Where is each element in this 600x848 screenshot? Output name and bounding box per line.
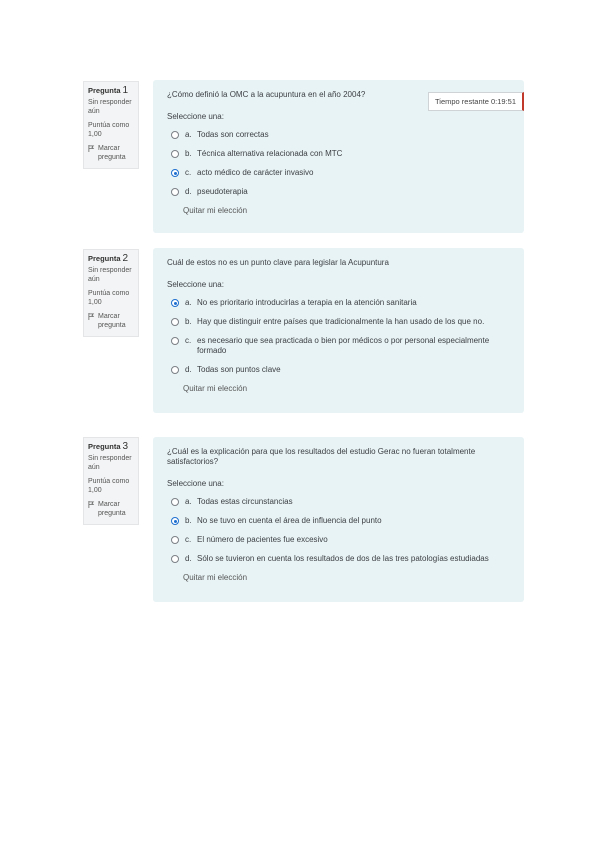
radio-button[interactable] (171, 536, 179, 544)
question-info-3 (83, 437, 139, 525)
option-letter: a. (185, 130, 192, 139)
question-text: Cuál de estos no es un punto clave para legislar la Acupuntura (167, 258, 389, 267)
answer-option-c[interactable] (167, 535, 512, 545)
radio-button-selected[interactable] (171, 299, 179, 307)
radio-button[interactable] (171, 318, 179, 326)
question-score: Puntúa como 1,00 (88, 122, 130, 138)
question-text: ¿Cómo definió la OMC a la acupuntura en el año 2004? (167, 90, 366, 99)
answer-option-a[interactable] (167, 298, 512, 308)
option-text: Todas son correctas (197, 130, 269, 139)
question-title (88, 254, 134, 263)
option-text: Hay que distinguir entre países que tradicionalmente la han usado de los que no. (197, 317, 485, 326)
option-letter: c. (185, 535, 192, 544)
radio-button[interactable] (171, 555, 179, 563)
flag-question-link[interactable] (88, 144, 134, 162)
option-text: Técnica alternativa relacionada con MTC (197, 149, 343, 158)
answer-option-c[interactable] (167, 168, 512, 178)
option-letter: d. (185, 187, 192, 196)
option-letter: c. (185, 168, 192, 177)
option-text: Todas son puntos clave (197, 365, 281, 374)
answer-option-a[interactable] (167, 497, 512, 507)
radio-button-selected[interactable] (171, 169, 179, 177)
answer-option-d[interactable] (167, 554, 512, 564)
clear-choice-link[interactable]: Quitar mi elección (183, 573, 248, 582)
flag-question-link[interactable] (88, 312, 134, 330)
question-panel-2 (153, 248, 524, 413)
answer-option-b[interactable] (167, 317, 512, 327)
question-number: 2 (122, 253, 129, 264)
answer-option-d[interactable] (167, 187, 512, 197)
option-letter: d. (185, 554, 192, 563)
question-title (88, 442, 134, 451)
flag-label: Marcar pregunta (98, 313, 126, 329)
flag-question-link[interactable] (88, 500, 134, 518)
flag-icon (88, 501, 95, 508)
select-one-prompt: Seleccione una: (167, 479, 224, 488)
option-text: acto médico de carácter invasivo (197, 168, 314, 177)
radio-button-selected[interactable] (171, 517, 179, 525)
flag-label: Marcar pregunta (98, 145, 126, 161)
question-panel-3 (153, 437, 524, 602)
option-text: es necesario que sea practicada o bien por médicos o por personal especialmente formado (197, 336, 490, 355)
clear-choice-link[interactable]: Quitar mi elección (183, 206, 248, 215)
flag-label: Marcar pregunta (98, 501, 126, 517)
option-text: No es prioritario introducirlas a terapia en la atención sanitaria (197, 298, 417, 307)
option-text: Sólo se tuvieron en cuenta los resultados de dos de las tres patologías estudiadas (197, 554, 489, 563)
time-remaining-badge (428, 92, 524, 111)
question-label: Pregunta (88, 254, 121, 263)
option-letter: b. (185, 317, 192, 326)
question-score: Puntúa como 1,00 (88, 290, 130, 306)
select-one-prompt: Seleccione una: (167, 280, 224, 289)
question-title (88, 86, 134, 95)
clear-choice-link[interactable]: Quitar mi elección (183, 384, 248, 393)
answer-option-c[interactable] (167, 336, 512, 356)
question-info-1 (83, 81, 139, 169)
timer-label: Tiempo restante 0:19:51 (434, 97, 516, 106)
question-text: ¿Cuál es la explicación para que los resultados del estudio Gerac no fueran totalmente satisfactorios? (167, 447, 476, 466)
question-info-2 (83, 249, 139, 337)
option-text: No se tuvo en cuenta el área de influencia del punto (197, 516, 382, 525)
question-score: Puntúa como 1,00 (88, 478, 130, 494)
question-label: Pregunta (88, 442, 121, 451)
option-letter: c. (185, 336, 192, 345)
answer-option-b[interactable] (167, 149, 512, 159)
option-text: Todas estas circunstancias (197, 497, 293, 506)
question-status: Sin responder aún (88, 99, 132, 115)
question-status: Sin responder aún (88, 455, 132, 471)
radio-button[interactable] (171, 150, 179, 158)
option-letter: d. (185, 365, 192, 374)
option-letter: b. (185, 149, 192, 158)
radio-button[interactable] (171, 188, 179, 196)
radio-button[interactable] (171, 131, 179, 139)
option-letter: b. (185, 516, 192, 525)
question-number: 3 (122, 441, 129, 452)
option-letter: a. (185, 497, 192, 506)
radio-button[interactable] (171, 366, 179, 374)
flag-icon (88, 145, 95, 152)
flag-icon (88, 313, 95, 320)
radio-button[interactable] (171, 498, 179, 506)
answer-option-d[interactable] (167, 365, 512, 375)
answer-option-a[interactable] (167, 130, 512, 140)
select-one-prompt: Seleccione una: (167, 112, 224, 121)
question-status: Sin responder aún (88, 267, 132, 283)
question-label: Pregunta (88, 86, 121, 95)
option-text: pseudoterapia (197, 187, 248, 196)
option-letter: a. (185, 298, 192, 307)
answer-option-b[interactable] (167, 516, 512, 526)
question-panel-1 (153, 80, 524, 233)
question-number: 1 (122, 85, 129, 96)
option-text: El número de pacientes fue excesivo (197, 535, 328, 544)
radio-button[interactable] (171, 337, 179, 345)
